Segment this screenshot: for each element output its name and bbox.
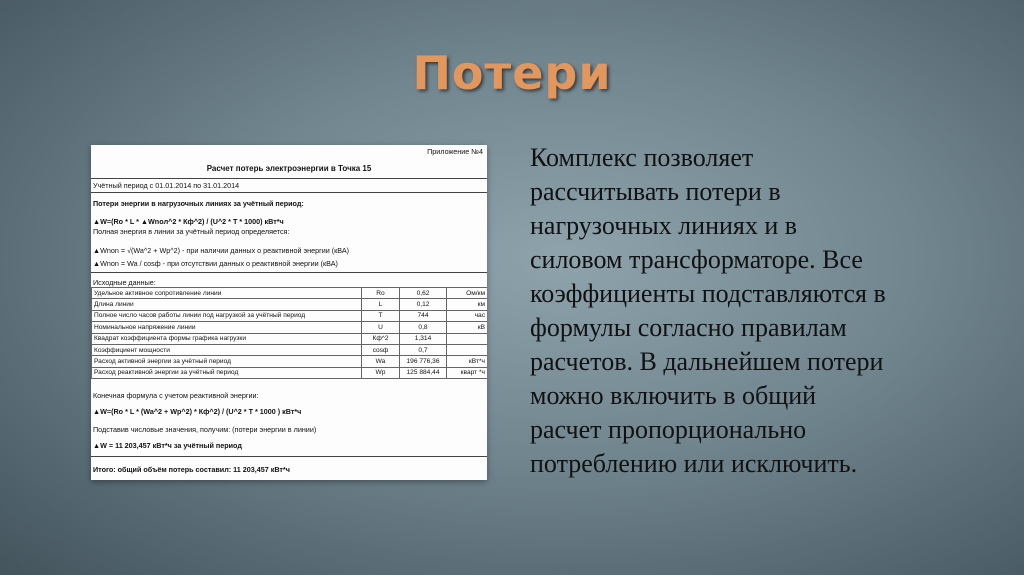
table-cell-value: 0,12 [400, 299, 447, 310]
table-cell-name: Полное число часов работы линии под нагрузкой за учётный период [92, 310, 362, 321]
divider [91, 192, 487, 193]
slide-body-text [530, 141, 970, 481]
body-line: нагрузочных линиях и в [530, 211, 798, 240]
table-row [92, 288, 488, 299]
final-formula: ▲W=(Ro * L * (Wa^2 + Wp^2) * Кф^2) / (U^2 * T * 1000 ) кВт*ч [93, 407, 302, 416]
table-cell-name: Удельное активное сопротивление линии [92, 288, 362, 299]
table-cell-symbol: Wp [362, 367, 400, 378]
table-cell-unit [447, 344, 488, 355]
formula-alt-2: ▲Wnon = Wa / cosф - при отсутствии данных о реактивной энергии (кВА) [93, 259, 338, 268]
table-cell-unit: кВт*ч [447, 356, 488, 367]
table-cell-value: 125 884,44 [400, 367, 447, 378]
table-cell-symbol: cosф [362, 344, 400, 355]
body-line: потреблению или исключить. [530, 449, 858, 478]
table-cell-unit: кварт *ч [447, 367, 488, 378]
table-row [92, 322, 488, 333]
table-cell-symbol: U [362, 322, 400, 333]
document-title: Расчет потерь электроэнергии в Точка 15 [206, 164, 372, 173]
table-cell-symbol: L [362, 299, 400, 310]
body-line: коэффициенты подставляются в [530, 279, 886, 308]
result-line: ▲W = 11 203,457 кВт*ч за учётный период [93, 441, 242, 450]
table-cell-value: 744 [400, 310, 447, 321]
table-cell-symbol: Wa [362, 356, 400, 367]
table-cell-unit: км [447, 299, 488, 310]
table-cell-value: 0,8 [400, 322, 447, 333]
table-cell-value: 0,7 [400, 344, 447, 355]
table-cell-value: 1,314 [400, 333, 447, 344]
slide-title: Потери [412, 46, 612, 100]
table-row [92, 299, 488, 310]
table-row [92, 310, 488, 321]
table-cell-symbol: Ro [362, 288, 400, 299]
formula-alt-1: ▲Wnon = √(Wa^2 + Wp^2) - при наличии данных о реактивной энергии (кВА) [93, 246, 350, 255]
initial-data-label: Исходные данные: [93, 278, 156, 287]
table-row [92, 344, 488, 355]
table-cell-name: Расход активной энергии за учётный период [92, 356, 362, 367]
table-cell-value: 196 776,36 [400, 356, 447, 367]
body-line: Комплекс позволяет [530, 143, 754, 172]
table-row [92, 367, 488, 378]
parameters-table [91, 287, 487, 379]
table-cell-symbol: Кф^2 [362, 333, 400, 344]
final-formula-label: Конечная формула с учетом реактивной энергии: [93, 391, 259, 400]
table-row [92, 333, 488, 344]
table-cell-unit: час [447, 310, 488, 321]
document-image [91, 145, 487, 480]
divider [91, 456, 487, 457]
formula-note: Полная энергия в линии за учётный период определяется: [93, 227, 290, 236]
substitution-note: Подставив числовые значения, получим: (потери энергии в линии) [93, 425, 317, 434]
table-cell-unit: кВ [447, 322, 488, 333]
table-cell-unit [447, 333, 488, 344]
formula-main: ▲W=(Ro * L * ▲Wnoл^2 * Кф^2) / (U^2 * T * 1000) кВт*ч [93, 217, 284, 226]
table-cell-value: 0,62 [400, 288, 447, 299]
table-cell-name: Номинальное напряжение линии [92, 322, 362, 333]
section-heading: Потери энергии в нагрузочных линиях за учётный период: [93, 199, 304, 208]
total-line: Итого: общий объём потерь составил: 11 203,457 кВт*ч [93, 465, 290, 474]
divider [91, 178, 487, 179]
body-line: формулы согласно правилам [530, 313, 847, 342]
body-line: расчетов. В дальнейшем потери [530, 347, 884, 376]
period-text: Учётный период с 01.01.2014 по 31.01.2014 [93, 181, 240, 190]
body-line: рассчитывать потери в [530, 177, 781, 206]
divider [91, 272, 487, 273]
table-cell-name: Длина линии [92, 299, 362, 310]
table-cell-name: Расход реактивной энергии за учётный период [92, 367, 362, 378]
appendix-label: Приложение №4 [427, 147, 483, 156]
body-line: силовом трансформаторе. Все [530, 245, 863, 274]
table-row [92, 356, 488, 367]
table-cell-name: Коэффициент мощности [92, 344, 362, 355]
body-line: можно включить в общий [530, 381, 817, 410]
body-line: расчет пропорционально [530, 415, 807, 444]
table-cell-symbol: T [362, 310, 400, 321]
table-cell-unit: Ом/км [447, 288, 488, 299]
table-cell-name: Квадрат коэффициента формы графика нагрузки [92, 333, 362, 344]
